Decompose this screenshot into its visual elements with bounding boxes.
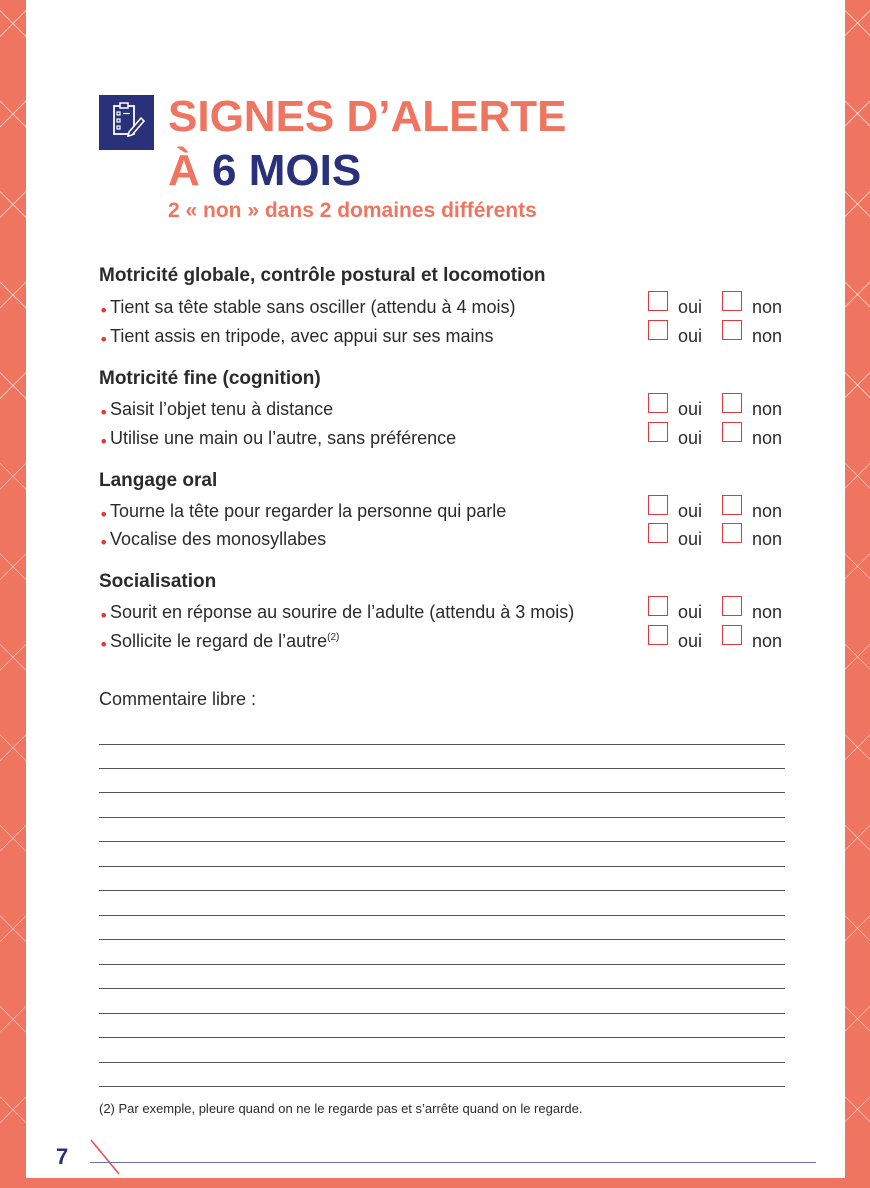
label-oui: oui bbox=[678, 297, 703, 317]
checkbox-oui[interactable] bbox=[648, 320, 668, 340]
label-non: non bbox=[752, 399, 783, 419]
writing-line bbox=[99, 1062, 785, 1063]
page-number: 7 bbox=[56, 1144, 69, 1169]
item-text: Tourne la tête pour regarder la personne qui parle bbox=[110, 501, 507, 521]
label-oui: oui bbox=[678, 529, 703, 549]
checkbox-non[interactable] bbox=[722, 625, 742, 645]
checklist-item bbox=[99, 501, 799, 527]
checkbox-oui[interactable] bbox=[648, 422, 668, 442]
label-oui: oui bbox=[678, 428, 703, 448]
footer-slash-icon bbox=[88, 1138, 122, 1178]
label-non: non bbox=[752, 602, 783, 622]
checklist-item bbox=[99, 399, 799, 425]
checklist-item bbox=[99, 602, 799, 628]
label-non: non bbox=[752, 631, 783, 651]
checkbox-oui[interactable] bbox=[648, 523, 668, 543]
decorative-bottom-border bbox=[0, 1178, 870, 1188]
checkbox-oui[interactable] bbox=[648, 495, 668, 515]
bullet-icon: • bbox=[99, 432, 109, 451]
writing-line bbox=[99, 1086, 785, 1087]
bullet-icon: • bbox=[99, 606, 109, 625]
label-non: non bbox=[752, 297, 783, 317]
decorative-right-border bbox=[845, 0, 870, 1188]
writing-line bbox=[99, 768, 785, 769]
checklist-pencil-icon bbox=[99, 95, 154, 150]
writing-line bbox=[99, 988, 785, 989]
checklist-item bbox=[99, 326, 799, 352]
writing-line bbox=[99, 866, 785, 867]
item-text: Tient sa tête stable sans osciller (attendu à 4 mois) bbox=[110, 297, 516, 317]
writing-line bbox=[99, 939, 785, 940]
writing-line bbox=[99, 1037, 785, 1038]
checkbox-non[interactable] bbox=[722, 291, 742, 311]
section-title-langage-oral: Langage oral bbox=[99, 470, 218, 491]
section-title-motricite-fine: Motricité fine (cognition) bbox=[99, 368, 321, 389]
footnote: (2) Par exemple, pleure quand on ne le regarde pas et s’arrête quand on le regarde. bbox=[99, 1101, 583, 1116]
page-title-line1: SIGNES D’ALERTE bbox=[168, 92, 567, 141]
label-oui: oui bbox=[678, 399, 703, 419]
writing-line bbox=[99, 890, 785, 891]
label-non: non bbox=[752, 501, 783, 521]
item-text: Sourit en réponse au sourire de l’adulte (attendu à 3 mois) bbox=[110, 602, 575, 622]
page-subtitle: 2 « non » dans 2 domaines différents bbox=[168, 199, 537, 222]
label-oui: oui bbox=[678, 501, 703, 521]
item-text: Tient assis en tripode, avec appui sur ses mains bbox=[110, 326, 494, 346]
footer-rule bbox=[90, 1162, 816, 1163]
item-text-main: Sollicite le regard de l’autre bbox=[110, 631, 328, 651]
bullet-icon: • bbox=[99, 330, 109, 349]
bullet-icon: • bbox=[99, 635, 109, 654]
checkbox-non[interactable] bbox=[722, 523, 742, 543]
decorative-left-border bbox=[0, 0, 26, 1188]
label-oui: oui bbox=[678, 631, 703, 651]
page-title-line2 bbox=[168, 146, 361, 196]
section-title-motricite-globale: Motricité globale, contrôle postural et locomotion bbox=[99, 265, 546, 286]
checkbox-oui[interactable] bbox=[648, 625, 668, 645]
checkbox-oui[interactable] bbox=[648, 596, 668, 616]
label-non: non bbox=[752, 529, 783, 549]
writing-line bbox=[99, 915, 785, 916]
checkbox-non[interactable] bbox=[722, 422, 742, 442]
label-oui: oui bbox=[678, 602, 703, 622]
writing-line bbox=[99, 817, 785, 818]
item-text: Utilise une main ou l’autre, sans préférence bbox=[110, 428, 457, 448]
checklist-item bbox=[99, 529, 799, 555]
writing-line bbox=[99, 841, 785, 842]
label-oui: oui bbox=[678, 326, 703, 346]
checklist-item bbox=[99, 428, 799, 454]
comment-label: Commentaire libre : bbox=[99, 689, 257, 709]
checkbox-non[interactable] bbox=[722, 393, 742, 413]
item-text: Vocalise des monosyllabes bbox=[110, 529, 327, 549]
checkbox-non[interactable] bbox=[722, 495, 742, 515]
checkbox-oui[interactable] bbox=[648, 393, 668, 413]
bullet-icon: • bbox=[99, 533, 109, 552]
item-text: Saisit l’objet tenu à distance bbox=[110, 399, 334, 419]
writing-line bbox=[99, 744, 785, 745]
title-prefix: À bbox=[168, 146, 200, 195]
footnote-ref: (2) bbox=[327, 632, 340, 643]
checklist-item bbox=[99, 297, 799, 323]
label-non: non bbox=[752, 326, 783, 346]
writing-line bbox=[99, 964, 785, 965]
section-title-socialisation: Socialisation bbox=[99, 571, 217, 592]
checklist-item bbox=[99, 631, 799, 657]
checkbox-non[interactable] bbox=[722, 596, 742, 616]
bullet-icon: • bbox=[99, 505, 109, 524]
writing-line bbox=[99, 792, 785, 793]
bullet-icon: • bbox=[99, 403, 109, 422]
checkbox-oui[interactable] bbox=[648, 291, 668, 311]
label-non: non bbox=[752, 428, 783, 448]
title-age: 6 MOIS bbox=[212, 146, 362, 195]
writing-line bbox=[99, 1013, 785, 1014]
item-text bbox=[110, 631, 339, 652]
checkbox-non[interactable] bbox=[722, 320, 742, 340]
bullet-icon: • bbox=[99, 301, 109, 320]
